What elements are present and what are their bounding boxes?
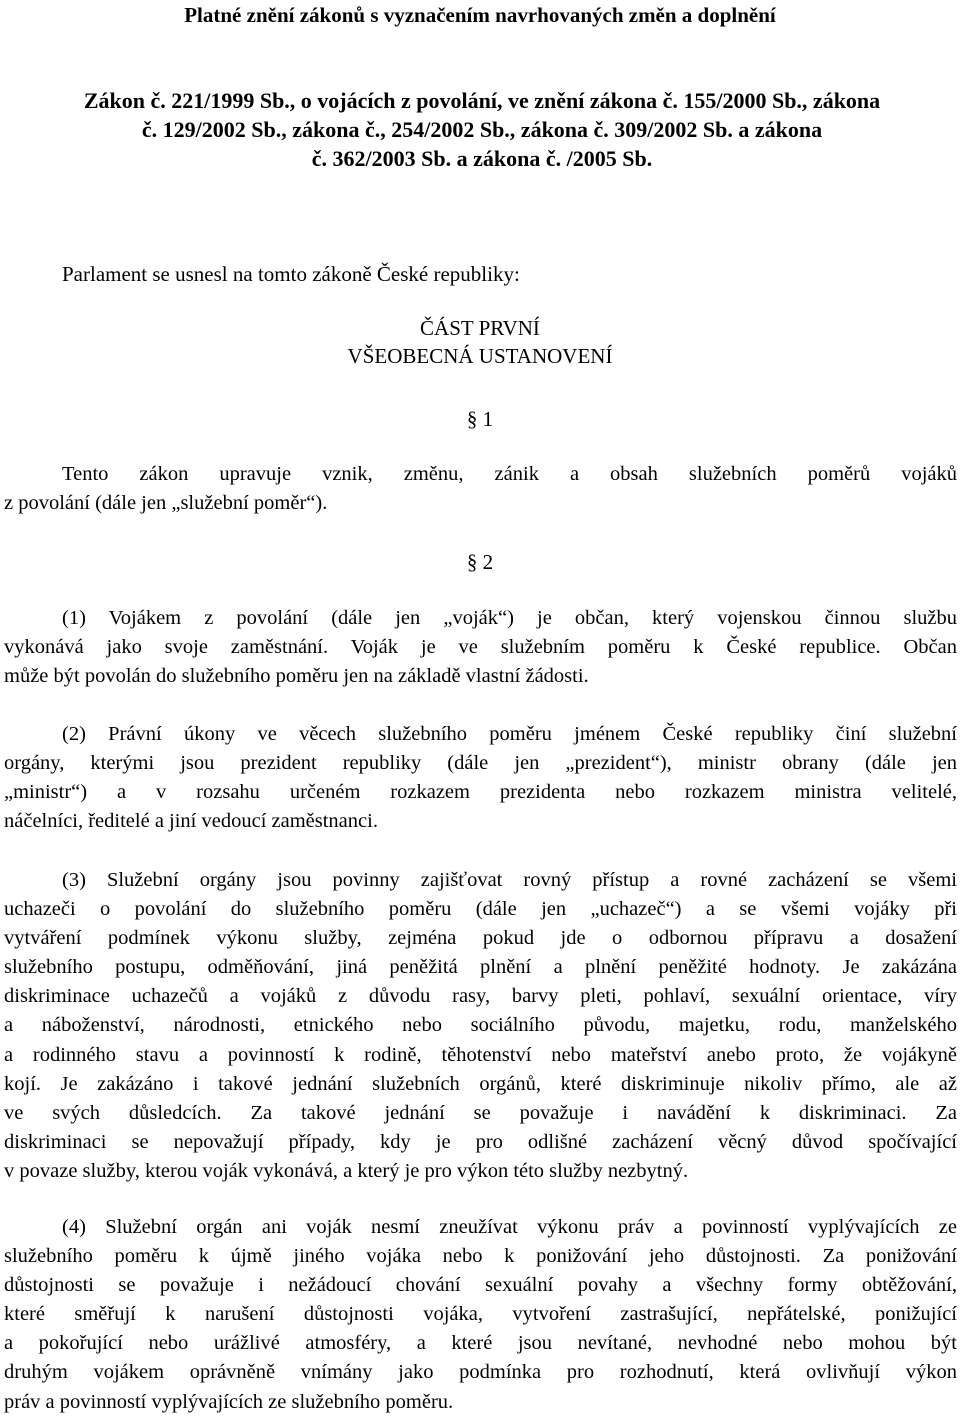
- section-mark: § 1: [466, 407, 494, 431]
- paragraph-line: vytváření podmínek výkonu služby, zejména pokud jde o odbornou přípravu a dosažení: [4, 927, 957, 950]
- section-2-paragraph-1: [4, 604, 957, 691]
- paragraph-line: (3) Služební orgány jsou povinny zajišťovat rovný přístup a rovné zacházení se všemi: [62, 869, 957, 891]
- paragraph-line: služebního poměru k újmě jiného vojáka nebo k ponižování jeho důstojnosti. Za ponižování: [4, 1245, 957, 1268]
- paragraph-line: (1) Vojákem z povolání (dále jen „voják“) je občan, který vojenskou činnou službu: [62, 607, 957, 629]
- paragraph-line: a náboženství, národnosti, etnického nebo sociálního původu, majetku, rodu, manželského: [4, 1014, 957, 1037]
- paragraph-line: ve svých důsledcích. Za takové jednání se považuje i navádění k diskriminaci. Za: [4, 1101, 957, 1124]
- paragraph-line: vykonává jako svoje zaměstnání. Voják je ve služebním poměru k České republice. Občan: [4, 636, 957, 659]
- law-title: [22, 86, 942, 173]
- paragraph-line: služebního postupu, odměňování, jiná peněžitá plnění a plnění peněžité hodnoty. Je zakázána: [4, 956, 957, 979]
- section-2-paragraph-3: [4, 866, 957, 1186]
- paragraph-line: „ministr“) a v rozsahu určeném rozkazem prezidenta nebo rozkazem ministra velitelé,: [4, 781, 957, 804]
- paragraph-line: náčelníci, ředitelé a jiní vedoucí zaměstnanci.: [4, 810, 378, 833]
- section-2-paragraph-4: [4, 1213, 957, 1417]
- paragraph-line: diskriminace uchazečů a vojáků z důvodu rasy, barvy pleti, pohlaví, sexuální orientace, víry: [4, 985, 957, 1008]
- section-1-paragraph: [4, 460, 957, 518]
- paragraph-line: druhým vojákem oprávněně vnímány jako podmínka pro rozhodnutí, která ovlivňují výkon: [4, 1361, 957, 1384]
- section-2-paragraph-2: [4, 720, 957, 836]
- paragraph-line: (4) Služební orgán ani voják nesmí zneužívat výkonu práv a povinností vyplývajících ze: [62, 1216, 957, 1238]
- part-name: VŠEOBECNÁ USTANOVENÍ: [347, 344, 613, 368]
- part-number: ČÁST PRVNÍ: [420, 316, 540, 340]
- paragraph-line: Tento zákon upravuje vznik, změnu, zánik a obsah služebních poměrů vojáků: [62, 463, 957, 485]
- paragraph-line: orgány, kterými jsou prezident republiky (dále jen „prezident“), ministr obrany (dále jen: [4, 752, 957, 775]
- paragraph-line: kojí. Je zakázáno i takové jednání služebních orgánů, které diskriminuje nikoliv přímo, ale až: [4, 1072, 957, 1095]
- paragraph-line: důstojnosti se považuje i nežádoucí chování sexuální povahy a všechny formy obtěžování,: [4, 1274, 957, 1297]
- enactment-clause: Parlament se usnesl na tomto zákoně České republiky:: [62, 262, 520, 286]
- part-heading: [0, 314, 960, 370]
- paragraph-line: a rodinného stavu a povinností k rodině, těhotenství nebo mateřství anebo proto, že vojákyně: [4, 1043, 957, 1066]
- paragraph-line: (2) Právní úkony ve věcech služebního poměru jménem České republiky činí služební: [62, 723, 957, 745]
- section-mark: § 2: [466, 550, 494, 574]
- law-title-line: č. 362/2003 Sb. a zákona č. /2005 Sb.: [311, 146, 653, 171]
- paragraph-line: uchazeči o povolání do služebního poměru (dále jen „uchazeč“) a se všemi vojáky při: [4, 898, 957, 921]
- law-title-line: Zákon č. 221/1999 Sb., o vojácích z povolání, ve znění zákona č. 155/2000 Sb., zákona: [83, 88, 881, 113]
- paragraph-line: práv a povinností vyplývajících ze služebního poměru.: [4, 1390, 454, 1413]
- document-header: Platné znění zákonů s vyznačením navrhovaných změn a doplnění: [184, 3, 776, 27]
- paragraph-line: v povaze služby, kterou voják vykonává, a který je pro výkon této služby nezbytný.: [4, 1159, 689, 1182]
- law-title-line: č. 129/2002 Sb., zákona č., 254/2002 Sb., zákona č. 309/2002 Sb. a zákona: [141, 117, 823, 142]
- paragraph-line: diskriminaci se nepovažují případy, kdy je pro odlišné zacházení věcný důvod spočívající: [4, 1130, 957, 1153]
- paragraph-line: a pokořující nebo urážlivé atmosféry, a které jsou nevítané, nevhodné nebo mohou být: [4, 1332, 957, 1355]
- paragraph-line: může být povolán do služebního poměru jen na základě vlastní žádosti.: [4, 665, 589, 688]
- paragraph-line: z povolání (dále jen „služební poměr“).: [4, 492, 328, 515]
- paragraph-line: které směřují k narušení důstojnosti vojáka, vytvoření zastrašující, nepřátelské, ponižující: [4, 1303, 957, 1326]
